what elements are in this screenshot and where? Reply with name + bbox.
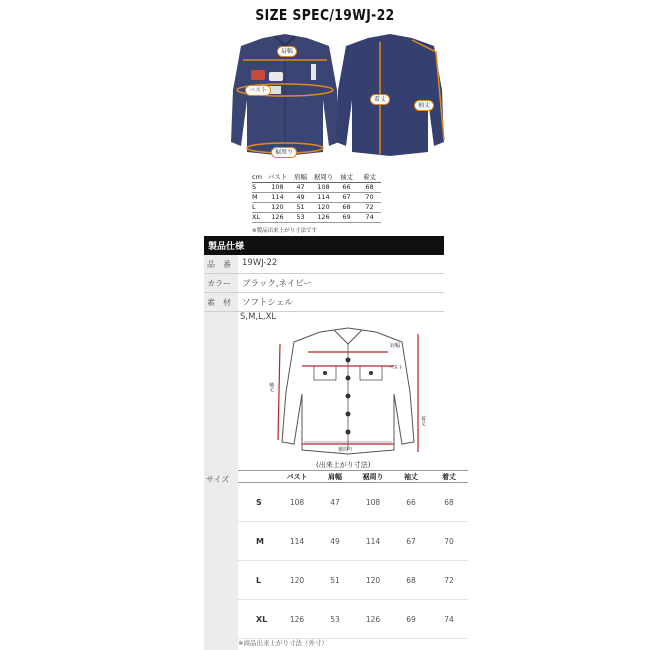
table-cell: 108	[312, 182, 335, 192]
table-cell: 120	[312, 202, 335, 212]
table-cell: 72	[358, 202, 381, 212]
table-cell: S	[238, 483, 278, 522]
table-row	[238, 522, 468, 561]
table-cell: 68	[358, 182, 381, 192]
size-table-header: バスト	[278, 471, 316, 483]
table-cell: 126	[312, 212, 335, 222]
table-cell: 68	[335, 202, 358, 212]
table-cell: 53	[289, 212, 312, 222]
table-cell: 66	[335, 182, 358, 192]
size-table-header: 肩幅	[316, 471, 354, 483]
top-table-header: cm	[252, 172, 266, 182]
spec-value: 19WJ-22	[242, 258, 278, 268]
jacket-diagram	[268, 322, 428, 462]
table-row	[252, 212, 381, 222]
table-cell: 70	[358, 192, 381, 202]
diagram-hem-label: 裾周り	[338, 447, 354, 453]
table-cell: L	[252, 202, 266, 212]
top-table-header: バスト	[267, 173, 288, 182]
table-cell: 72	[430, 561, 468, 600]
table-cell: 53	[316, 600, 354, 639]
diagram-shoulder-label: 肩幅	[390, 343, 401, 349]
length-tag: 着丈	[370, 94, 390, 105]
diagram-length-label: 着丈	[420, 416, 426, 426]
spec-label: 素 材	[204, 293, 238, 311]
sleeve-tag: 袖丈	[414, 100, 434, 111]
size-table	[238, 470, 468, 639]
spec-header: 製品仕様	[204, 236, 444, 255]
spec-row-material	[204, 293, 444, 312]
top-table-header: 着丈	[358, 172, 381, 182]
table-cell: 47	[316, 483, 354, 522]
spec-value: ブラック,ネイビー	[242, 279, 313, 289]
table-cell: 126	[278, 600, 316, 639]
table-cell: 67	[392, 522, 430, 561]
table-cell: 51	[316, 561, 354, 600]
top-table-header: 裾周り	[313, 173, 334, 182]
size-table-header: 裾周り	[354, 471, 392, 483]
table-row	[252, 182, 381, 192]
table-cell: M	[238, 522, 278, 561]
table-cell: XL	[252, 212, 266, 222]
table-cell: 68	[430, 483, 468, 522]
table-cell: 67	[335, 192, 358, 202]
table-cell: 51	[289, 202, 312, 212]
table-cell: 47	[289, 182, 312, 192]
jacket-front-photo	[225, 30, 345, 160]
spec-row-product-number	[204, 255, 444, 274]
table-cell: 70	[430, 522, 468, 561]
table-cell: 114	[278, 522, 316, 561]
table-cell: 49	[289, 192, 312, 202]
size-table-note: ※商品出来上がり寸法（外寸）	[238, 639, 328, 647]
table-row	[252, 192, 381, 202]
table-row	[252, 202, 381, 212]
table-cell: 69	[335, 212, 358, 222]
spec-value: ソフトシェル	[242, 298, 293, 308]
table-row	[238, 600, 468, 639]
table-cell: 108	[266, 182, 289, 192]
top-size-table	[252, 172, 381, 223]
spec-label: カラー	[204, 274, 238, 292]
table-cell: 69	[392, 600, 430, 639]
table-cell: 108	[354, 483, 392, 522]
table-cell: 74	[430, 600, 468, 639]
diagram-sleeve-label: 袖丈	[268, 382, 274, 392]
table-cell: 120	[278, 561, 316, 600]
top-table-header: 袖丈	[335, 172, 358, 182]
table-cell: 114	[354, 522, 392, 561]
shoulder-tag: 肩幅	[277, 46, 297, 57]
table-row	[238, 483, 468, 522]
table-cell: S	[252, 182, 266, 192]
diagram-caption: (出来上がり寸法)	[316, 461, 371, 469]
jacket-back-photo	[330, 30, 450, 160]
size-table-header	[238, 471, 278, 483]
spec-label: 品 番	[204, 255, 238, 273]
size-value: S,M,L,XL	[240, 312, 277, 322]
page-title: SIZE SPEC/19WJ-22	[255, 6, 395, 24]
table-cell: L	[238, 561, 278, 600]
table-cell: 126	[354, 600, 392, 639]
table-cell: M	[252, 192, 266, 202]
size-table-header: 着丈	[430, 471, 468, 483]
table-cell: 126	[266, 212, 289, 222]
table-cell: 74	[358, 212, 381, 222]
top-table-header: 肩幅	[289, 172, 312, 182]
table-cell: 120	[354, 561, 392, 600]
table-cell: 120	[266, 202, 289, 212]
table-row	[238, 561, 468, 600]
size-label: サイズ	[206, 475, 230, 484]
table-cell: 68	[392, 561, 430, 600]
spec-body	[204, 255, 444, 312]
table-cell: 108	[278, 483, 316, 522]
table-cell: 114	[266, 192, 289, 202]
size-table-header: 袖丈	[392, 471, 430, 483]
bust-tag: バスト	[245, 85, 271, 96]
top-table-note: ※製品出来上がり寸法です	[252, 228, 318, 234]
table-cell: 49	[316, 522, 354, 561]
table-cell: 66	[392, 483, 430, 522]
table-cell: XL	[238, 600, 278, 639]
spec-row-color	[204, 274, 444, 293]
diagram-bust-label: バスト	[388, 365, 404, 371]
hem-tag: 裾周り	[271, 147, 297, 158]
table-cell: 114	[312, 192, 335, 202]
